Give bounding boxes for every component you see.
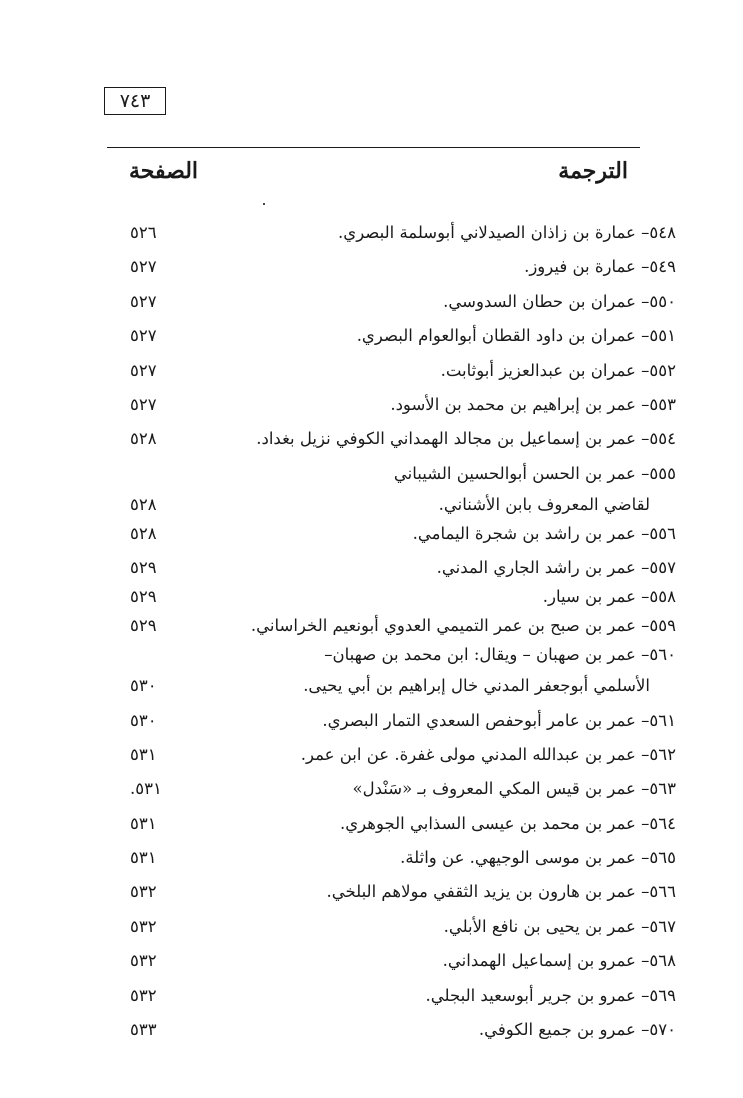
column-header-title: الترجمة [558,158,628,184]
list-item [110,775,678,809]
entries-list [110,219,678,1050]
entry-title-continuation: الأسلمي أبوجعفر المدني خال إبراهيم بن أبي يحيى. [303,676,650,696]
header-rule [107,147,640,148]
list-item [110,741,678,775]
entry-title: ٥٥٩– عمر بن صبح بن عمر التميمي العدوي أبونعيم الخراساني. [250,616,676,636]
entry-page: ٥٢٩ [130,558,157,578]
entry-title: ٥٥٥– عمر بن الحسن أبوالحسين الشيباني [393,463,676,483]
entry-title: ٥٧٠– عمرو بن جميع الكوفي. [478,1020,676,1040]
entry-page: ٥٣٢ [130,951,157,971]
entry-page: ٥٢٧ [130,360,157,380]
list-item [110,460,678,491]
entry-title-continuation: لقاضي المعروف بابن الأشناني. [438,494,650,514]
list-item [110,844,678,878]
entry-title: ٥٦٧– عمر بن يحيى بن نافع الأبلي. [443,916,676,936]
list-item [110,583,678,612]
entry-title: ٥٥٣– عمر بن إبراهيم بن محمد بن الأسود. [390,394,676,414]
entry-title: ٥٦٤– عمر بن محمد بن عيسى السذابي الجوهري. [339,813,676,833]
entry-page: ٥٢٨ [130,494,157,514]
entry-page: ٥٣٠ [130,710,157,730]
entry-page: ٥٢٧ [130,394,157,414]
entry-title: ٥٥٦– عمر بن راشد بن شجرة اليمامي. [412,523,676,543]
entry-page: ٥٣١. [130,779,162,799]
entry-page: ٥٢٦ [130,223,157,242]
entry-title: ٥٥٠– عمران بن حطان السدوسي. [443,291,676,311]
entry-page: ٥٢٧ [130,257,157,277]
entry-page: ٥٣١ [130,744,157,764]
entry-page: ٥٢٧ [130,326,157,346]
entry-page: ٥٣١ [130,848,157,868]
entry-page: ٥٣١ [130,813,157,833]
entry-title: ٥٦٣– عمر بن قيس المكي المعروف بـ «سَنْدل» [352,779,676,799]
list-item [110,520,678,554]
entry-title: ٥٥٧– عمر بن راشد الجاري المدني. [436,558,676,578]
table-header [107,150,640,192]
list-item [110,913,678,947]
list-item [110,253,678,287]
list-item [110,641,678,672]
entry-title: ٥٦٩– عمرو بن جرير أبوسعيد البجلي. [425,985,676,1005]
entry-title: ٥٥٨– عمر بن سيار. [542,587,676,607]
page-number: ٧٤٣ [104,87,166,115]
list-item-continuation [110,491,678,520]
entry-page: ٥٢٩ [130,587,157,607]
entry-page: ٥٢٨ [130,523,157,543]
entry-title: ٥٤٩– عمارة بن فيروز. [524,257,676,277]
entry-page: ٥٣٢ [130,916,157,936]
list-item [110,391,678,425]
column-header-page: الصفحة [129,158,199,184]
entry-title: ٥٤٨– عمارة بن زاذان الصيدلاني أبوسلمة البصري. [338,223,676,242]
entry-page: ٥٣٠ [130,676,157,696]
list-item [110,554,678,583]
entry-title: ٥٦٥– عمر بن موسى الوجيهي. عن واثلة. [400,848,676,868]
entry-page: ٥٣٢ [130,882,157,902]
list-item [110,612,678,641]
entry-page: ٥٣٣ [130,1020,157,1040]
entry-title: ٥٦١– عمر بن عامر أبوحفص السعدي التمار البصري. [322,710,676,730]
list-item-continuation [110,672,678,706]
print-mark [263,203,265,205]
list-item [110,357,678,391]
list-item [110,1016,678,1050]
list-item [110,810,678,844]
entry-page: ٥٣٢ [130,985,157,1005]
list-item [110,947,678,981]
entry-title: ٥٦٨– عمرو بن إسماعيل الهمداني. [442,951,676,971]
entry-page: ٥٢٧ [130,291,157,311]
entry-title: ٥٥٢– عمران بن عبدالعزيز أبوثابت. [440,360,676,380]
entry-title: ٥٦٢– عمر بن عبدالله المدني مولى غفرة. عن ابن عمر. [300,744,676,764]
list-item [110,219,678,253]
entry-title: ٥٥١– عمران بن داود القطان أبوالعوام البصري. [356,326,676,346]
entry-page: ٥٢٨ [130,429,157,449]
list-item [110,288,678,322]
entry-title: ٥٦٠– عمر بن صهبان – ويقال: ابن محمد بن صهبان– [324,645,676,665]
entry-title: ٥٦٦– عمر بن هارون بن يزيد الثقفي مولاهم البلخي. [326,882,676,902]
list-item [110,425,678,459]
entry-title: ٥٥٤– عمر بن إسماعيل بن مجالد الهمداني الكوفي نزيل بغداد. [256,429,676,449]
list-item [110,322,678,356]
list-item [110,707,678,741]
list-item [110,982,678,1016]
list-item [110,878,678,912]
entry-page: ٥٢٩ [130,616,157,636]
